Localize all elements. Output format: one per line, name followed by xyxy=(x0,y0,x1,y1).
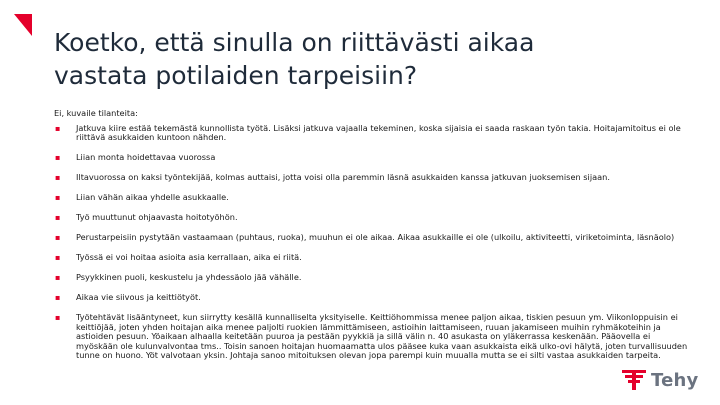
list-item-text: Aikaa vie siivous ja keittiötyöt. xyxy=(76,292,201,303)
list-item-text: Työ muuttunut ohjaavasta hoitotyöhön. xyxy=(76,212,238,223)
list-item-text: Psyykkinen puoli, keskustelu ja yhdessäolo jää vähälle. xyxy=(76,272,302,283)
list-item xyxy=(54,293,694,302)
list-item-text: Työtehtävät lisääntyneet, kun siirrytty kesällä kunnalliselta yksityiselle. Keittiöhommissa menee paljon aikaa, tiskien pesuun ym. Viikonloppuisin ei keittiöjää, joten yhden hoitajan aika menee paljolti ruokien lämmittämiseen, astioihin laittamiseen, ruuan jakamiseen muihin ryhmäkoteihin ja astioiden pesuun. Yöaikaan alhaalla keitetään puuroa ja pestään pyykkiä ja sillä välin n. 40 asukasta on yläkerrassa keskenään. Pääovella ei myöskään ole kulunvalvontaa tms.. Toisin sanoen hoitajan huomaamatta ulos pääsee kuka vaan asukkaista eikä ulko-ovi hälytä, joten turvallisuuden tunne on huono. Yöt valvotaan yksin. Johtaja sanoo mitoituksen olevan jopa parempi kuin muualla mutta se ei silti vastaa asukkaiden tarpeita. xyxy=(76,312,688,361)
list-item-text: Työssä ei voi hoitaa asioita asia kerrallaan, aika ei riitä. xyxy=(76,252,302,263)
list-item xyxy=(54,313,694,360)
list-item xyxy=(54,124,694,143)
bullet-icon: ▪ xyxy=(55,153,61,163)
bullet-icon: ▪ xyxy=(55,253,61,263)
list-item-text: Iltavuorossa on kaksi työntekijää, kolmas auttaisi, jotta voisi olla paremmin läsnä asukkaiden kanssa jatkuvan juoksemisen sijaan. xyxy=(76,172,610,183)
corner-brand-mark xyxy=(14,14,32,36)
bullet-icon: ▪ xyxy=(55,313,61,323)
logo-text: Tehy xyxy=(651,369,699,391)
list-item xyxy=(54,153,694,162)
list-item xyxy=(54,193,694,202)
slide-title: Koetko, että sinulla on riittävästi aikaa vastata potilaiden tarpeisiin? xyxy=(54,28,535,90)
bullet-icon: ▪ xyxy=(55,293,61,303)
list-item xyxy=(54,273,694,282)
list-item xyxy=(54,253,694,262)
list-item-text: Jatkuva kiire estää tekemästä kunnollista työtä. Lisäksi jatkuva vajaalla tekeminen, koska sijaisia ei saada raskaan työn takia. Hoitajamitoitus ei ole riittävä asukkaiden kuntoon nähden. xyxy=(76,123,681,143)
list-item xyxy=(54,173,694,182)
bullet-icon: ▪ xyxy=(55,233,61,243)
list-item-text: Perustarpeisiin pystytään vastaamaan (puhtaus, ruoka), muuhun ei ole aikaa. Aikaa asukkaille ei ole (ulkoilu, aktiviteetti, viriketoiminta, läsnäolo) xyxy=(76,232,675,243)
bullet-icon: ▪ xyxy=(55,124,61,133)
tehy-logo-icon xyxy=(620,368,648,392)
bullet-list xyxy=(54,124,694,371)
bullet-icon: ▪ xyxy=(55,273,61,283)
bullet-icon: ▪ xyxy=(55,193,61,203)
list-item xyxy=(54,233,694,242)
bullet-icon: ▪ xyxy=(55,213,61,223)
intro-text: Ei, kuvaile tilanteita: xyxy=(54,108,138,118)
tehy-logo xyxy=(620,368,698,392)
list-item xyxy=(54,213,694,222)
list-item-text: Liian vähän aikaa yhdelle asukkaalle. xyxy=(76,192,229,203)
list-item-text: Liian monta hoidettavaa vuorossa xyxy=(76,152,216,163)
bullet-icon: ▪ xyxy=(55,173,61,183)
